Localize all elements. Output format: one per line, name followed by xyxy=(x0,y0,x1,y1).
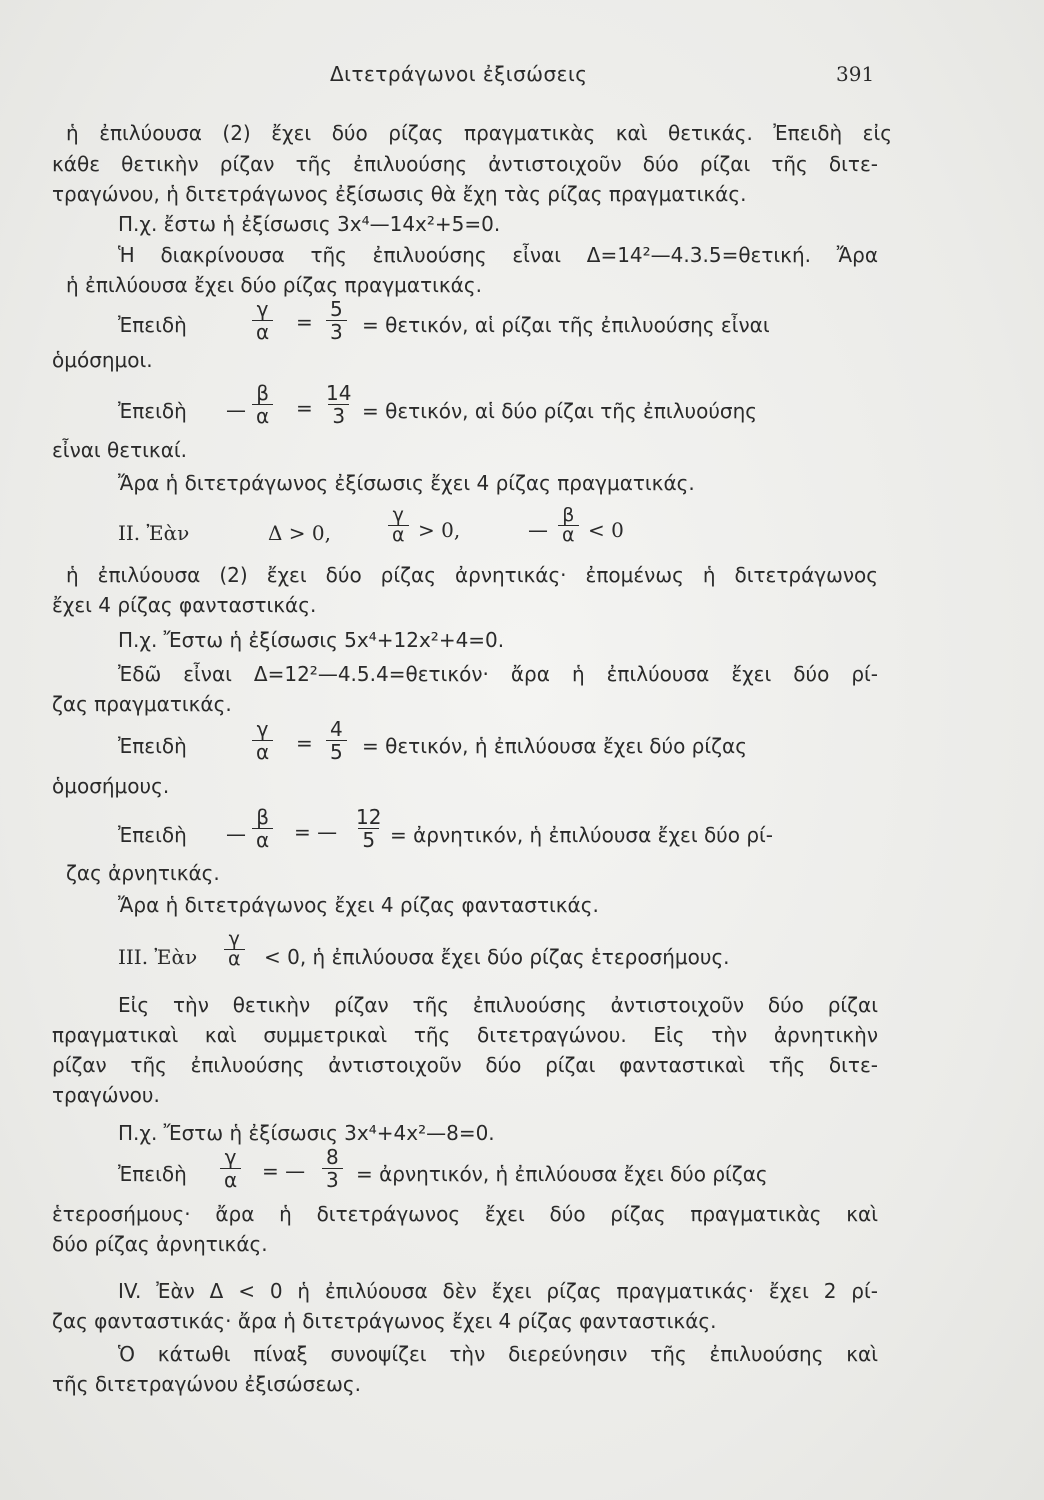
text-line: ρίζαν τῆς ἐπιλυούσης ἀντιστοιχοῦν δύο ρίζαι φανταστικαὶ τῆς διτε- xyxy=(52,1053,878,1077)
numerator: 14 xyxy=(326,381,352,405)
text-line: Ἐπειδὴ xyxy=(118,399,187,423)
text-line: ζας φανταστικάς· ἄρα ἡ διτετράγωνος ἔχει 4 ρίζας φανταστικάς. xyxy=(52,1309,717,1333)
text-line: Εἰς τὴν θετικὴν ρίζαν τῆς ἐπιλυούσης ἀντιστοιχοῦν δύο ρίζαι xyxy=(118,993,878,1017)
text-line: Ἡ διακρίνουσα τῆς ἐπιλυούσης εἶναι Δ=14²—4.3.5=θετική. Ἄρα xyxy=(118,243,878,267)
fraction-4-5 xyxy=(326,718,347,763)
text-line: ἔχει 4 ρίζας φανταστικάς. xyxy=(52,593,317,617)
text-line: ὁμόσημοι. xyxy=(52,348,153,372)
text-line: ἡ ἐπιλύουσα (2) ἔχει δύο ρίζας ἀρνητικάς· ἐπομένως ἡ διτετράγωνος xyxy=(66,563,878,587)
denominator: 3 xyxy=(326,320,347,343)
running-header: Διτετράγωνοι ἐξισώσεις xyxy=(330,62,588,86)
text-line: πραγματικαὶ καὶ συμμετρικαὶ τῆς διτετραγώνου. Εἰς τὴν ἀρνητικὴν xyxy=(52,1023,878,1047)
denominator: 3 xyxy=(322,1168,343,1191)
text-line: δύο ρίζας ἀρνητικάς. xyxy=(52,1232,268,1256)
text-line: Ἄρα ἡ διτετράγωνος ἔχει 4 ρίζας φανταστικάς. xyxy=(118,893,599,917)
text-line: = θετικόν, αἱ ρίζαι τῆς ἐπιλυούσης εἶναι xyxy=(362,313,770,337)
fraction-gamma-alpha xyxy=(388,506,409,545)
numerator: 4 xyxy=(330,717,343,741)
numerator: γ xyxy=(256,717,269,741)
text-line: τραγώνου. xyxy=(52,1083,160,1107)
fraction-12-5 xyxy=(352,806,385,851)
text-line: Δ > 0, xyxy=(268,521,331,545)
text-line: κάθε θετικὴν ρίζαν τῆς ἐπιλυούσης ἀντιστοιχοῦν δύο ρίζαι τῆς διτε- xyxy=(52,152,878,176)
text-line: εἶναι θετικαί. xyxy=(52,438,188,462)
fraction-gamma-alpha xyxy=(252,718,273,763)
equals-minus-sign: = — xyxy=(294,820,338,844)
minus-sign: — xyxy=(528,518,548,542)
text-line: ζας ἀρνητικάς. xyxy=(66,861,220,885)
text-line: Ἐπειδὴ xyxy=(118,734,187,758)
text-line: ἡ ἐπιλύουσα (2) ἔχει δύο ρίζας πραγματικὰς καὶ θετικάς. Ἐπειδὴ εἰς xyxy=(66,121,892,145)
page-number: 391 xyxy=(836,62,875,86)
minus-sign: — xyxy=(226,398,246,422)
text-line: Π.χ. ἔστω ἡ ἐξίσωσις 3x⁴—14x²+5=0. xyxy=(118,212,501,236)
text-line: Ἐπειδὴ xyxy=(118,1162,187,1186)
text-line: Ἐπειδὴ xyxy=(118,823,187,847)
denominator: α xyxy=(558,525,579,545)
less-than-zero: < 0 xyxy=(588,518,624,542)
numerator: β xyxy=(256,381,269,405)
text-line: ζας πραγματικάς. xyxy=(52,692,232,716)
minus-sign: — xyxy=(226,822,246,846)
text-line: = θετικόν, ἡ ἐπιλύουσα ἔχει δύο ρίζας xyxy=(362,734,747,758)
denominator: α xyxy=(252,404,273,427)
denominator: 5 xyxy=(326,740,347,763)
fraction-gamma-alpha xyxy=(220,1146,241,1191)
numerator: β xyxy=(562,504,575,526)
fraction-gamma-alpha xyxy=(252,298,273,343)
numerator: 12 xyxy=(356,805,382,829)
fraction-beta-alpha xyxy=(252,382,273,427)
denominator: α xyxy=(224,949,245,969)
equals-minus-sign: = — xyxy=(262,1159,306,1183)
text-line: ἑτεροσήμους· ἄρα ἡ διτετράγωνος ἔχει δύο ρίζας πραγματικὰς καὶ xyxy=(52,1202,878,1226)
text-line: IV. Ἐὰν Δ < 0 ἡ ἐπιλύουσα δὲν ἔχει ρίζας πραγματικάς· ἔχει 2 ρί- xyxy=(118,1279,878,1303)
text-line: = θετικόν, αἱ δύο ρίζαι τῆς ἐπιλυούσης xyxy=(362,399,757,423)
numerator: γ xyxy=(228,928,240,950)
text-line: II. Ἐὰν xyxy=(118,521,190,545)
equals-sign: = xyxy=(296,396,313,420)
text-line: ὁμοσήμους. xyxy=(52,774,170,798)
denominator: α xyxy=(388,525,409,545)
denominator: 3 xyxy=(328,404,349,427)
fraction-5-3 xyxy=(326,298,347,343)
equals-sign: = xyxy=(296,310,313,334)
text-line: τραγώνου, ἡ διτετράγωνος ἐξίσωσις θὰ ἔχη τὰς ρίζας πραγματικάς. xyxy=(52,182,747,206)
numerator: 5 xyxy=(330,297,343,321)
denominator: α xyxy=(252,320,273,343)
denominator: α xyxy=(252,828,273,851)
text-line: Ἐδῶ εἶναι Δ=12²—4.5.4=θετικόν· ἄρα ἡ ἐπιλύουσα ἔχει δύο ρί- xyxy=(118,662,878,686)
text-line: Ἄρα ἡ διτετράγωνος ἐξίσωσις ἔχει 4 ρίζας πραγματικάς. xyxy=(118,471,695,495)
fraction-beta-alpha xyxy=(558,506,579,545)
text-line: Ἐπειδὴ xyxy=(118,313,187,337)
numerator: β xyxy=(256,805,269,829)
denominator: 5 xyxy=(358,828,379,851)
numerator: 8 xyxy=(326,1145,339,1169)
text-line: III. Ἐὰν xyxy=(118,945,198,969)
fraction-8-3 xyxy=(322,1146,343,1191)
fraction-beta-alpha xyxy=(252,806,273,851)
text-line: Π.χ. Ἔστω ἡ ἐξίσωσις 5x⁴+12x²+4=0. xyxy=(118,628,505,652)
text-line: ἡ ἐπιλύουσα ἔχει δύο ρίζας πραγματικάς. xyxy=(66,273,482,297)
numerator: γ xyxy=(224,1145,237,1169)
numerator: γ xyxy=(256,297,269,321)
numerator: γ xyxy=(392,504,404,526)
text-line: = ἀρνητικόν, ἡ ἐπιλύουσα ἔχει δύο ρί- xyxy=(390,823,774,847)
fraction-14-3 xyxy=(322,382,355,427)
text-line: τῆς διτετραγώνου ἐξισώσεως. xyxy=(52,1372,361,1396)
fraction-gamma-alpha xyxy=(224,930,245,969)
denominator: α xyxy=(252,740,273,763)
text-line: = ἀρνητικόν, ἡ ἐπιλύουσα ἔχει δύο ρίζας xyxy=(356,1162,768,1186)
denominator: α xyxy=(220,1168,241,1191)
text-line: Π.χ. Ἔστω ἡ ἐξίσωσις 3x⁴+4x²—8=0. xyxy=(118,1121,495,1145)
greater-than-zero: > 0, xyxy=(418,518,461,542)
equals-sign: = xyxy=(296,731,313,755)
text-line: < 0, ἡ ἐπιλύουσα ἔχει δύο ρίζας ἑτεροσήμους. xyxy=(264,945,730,969)
text-line: Ὁ κάτωθι πίναξ συνοψίζει τὴν διερεύνησιν τῆς ἐπιλυούσης καὶ xyxy=(118,1342,878,1366)
